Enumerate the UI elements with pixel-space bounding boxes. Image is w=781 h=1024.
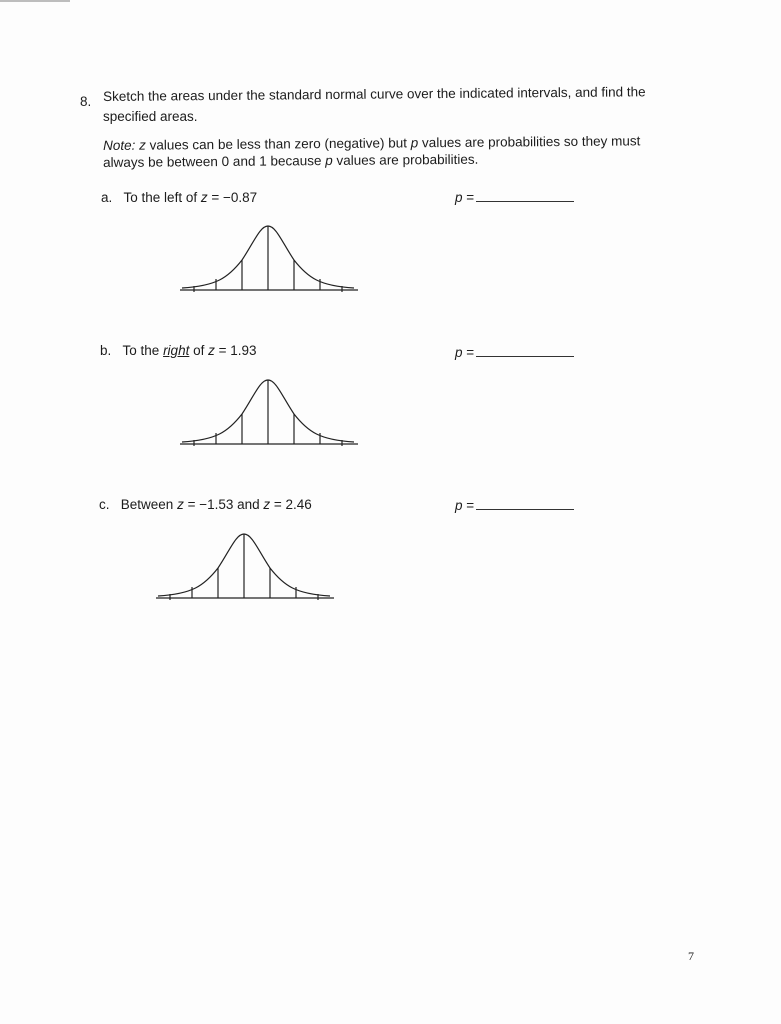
note-text2b: values are probabilities. bbox=[332, 151, 479, 168]
part-a-p-eq: = bbox=[462, 190, 475, 205]
part-b-answer-blank[interactable] bbox=[476, 344, 574, 357]
page-number: 7 bbox=[688, 949, 694, 963]
part-c-letter: c. bbox=[99, 497, 110, 512]
part-a-prompt bbox=[101, 190, 257, 205]
note-line2 bbox=[103, 152, 478, 170]
part-c-var1: z bbox=[177, 497, 184, 512]
part-b-answer bbox=[455, 344, 574, 360]
part-c-var2: z bbox=[263, 497, 271, 512]
question-number: 8. bbox=[80, 94, 92, 109]
part-c-text-mid: = −1.53 and bbox=[183, 497, 264, 512]
part-a-var: z bbox=[200, 190, 208, 205]
note-label: Note: bbox=[103, 137, 136, 153]
part-c-answer-blank[interactable] bbox=[476, 497, 574, 510]
part-c-p-label: p bbox=[455, 498, 463, 513]
part-c-prompt bbox=[99, 497, 312, 512]
part-b-p-eq: = bbox=[462, 345, 475, 360]
part-a-p-label: p bbox=[455, 190, 463, 205]
part-b-letter: b. bbox=[100, 343, 112, 358]
normal-curve-sketch-b bbox=[176, 372, 360, 448]
part-a-answer-blank[interactable] bbox=[476, 189, 574, 202]
part-b-text-prefix: To the bbox=[122, 343, 164, 358]
note-var-p2: p bbox=[325, 152, 333, 169]
part-a-letter: a. bbox=[101, 190, 113, 205]
question-text-line1: Sketch the areas under the standard normal curve over the indicated intervals, and find the bbox=[103, 84, 646, 104]
note-var-z: z bbox=[139, 137, 146, 153]
part-b-value: = 1.93 bbox=[214, 343, 257, 358]
normal-curve-sketch-a bbox=[176, 218, 360, 294]
part-b-text-mid: of bbox=[189, 343, 209, 358]
normal-curve-sketch-c bbox=[152, 526, 336, 602]
note-text1b: values are probabilities so they must bbox=[418, 133, 641, 151]
scan-edge-mark bbox=[0, 0, 70, 2]
part-a-answer bbox=[455, 189, 574, 205]
part-c-p-eq: = bbox=[462, 498, 475, 513]
part-a-value: = −0.87 bbox=[207, 190, 258, 205]
note-var-p1: p bbox=[410, 135, 419, 151]
part-b-var: z bbox=[208, 343, 215, 358]
question-text-line2: specified areas. bbox=[103, 109, 198, 124]
part-a-text-prefix: To the left of bbox=[123, 190, 201, 205]
part-b-p-label: p bbox=[455, 345, 463, 360]
note-text2a: always be between 0 and 1 because bbox=[103, 153, 326, 170]
part-b-prompt bbox=[100, 343, 257, 358]
note-text1a: values can be less than zero (negative) but bbox=[145, 135, 411, 153]
note-line1 bbox=[103, 133, 640, 153]
part-c-value: = 2.46 bbox=[270, 497, 312, 512]
part-c-answer bbox=[455, 497, 574, 513]
part-b-emphasis: right bbox=[163, 343, 190, 358]
part-c-text-prefix: Between bbox=[120, 497, 178, 512]
